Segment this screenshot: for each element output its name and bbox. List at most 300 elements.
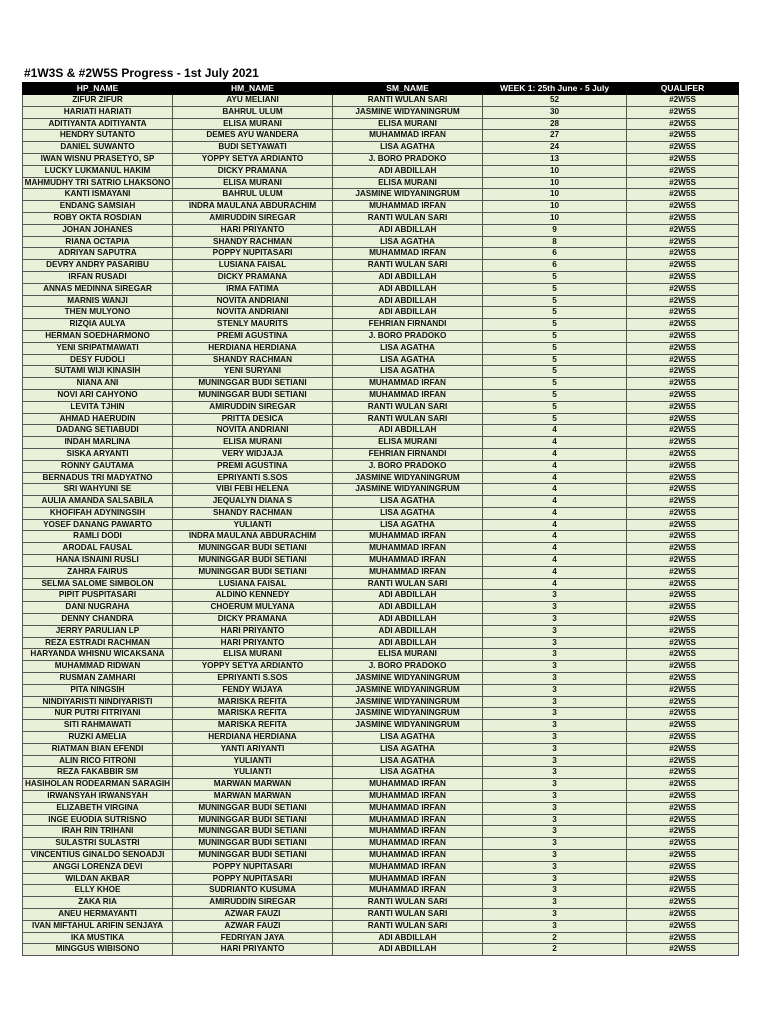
sm-name-cell[interactable]: MUHAMMAD IRFAN xyxy=(333,791,483,803)
hp-name-cell[interactable]: REZA ESTRADI RACHMAN xyxy=(23,637,173,649)
sm-name-cell[interactable]: ADI ABDILLAH xyxy=(333,295,483,307)
week-1-cell[interactable]: 6 xyxy=(483,248,627,260)
qualifer-cell[interactable]: #2W5S xyxy=(627,201,739,213)
hp-name-cell[interactable]: THEN MULYONO xyxy=(23,307,173,319)
hp-name-cell[interactable]: IVAN MIFTAHUL ARIFIN SENJAYA xyxy=(23,920,173,932)
sm-name-cell[interactable]: J. BORO PRADOKO xyxy=(333,460,483,472)
sm-name-cell[interactable]: MUHAMMAD IRFAN xyxy=(333,531,483,543)
week-1-cell[interactable]: 5 xyxy=(483,389,627,401)
qualifer-cell[interactable]: #2W5S xyxy=(627,637,739,649)
hp-name-cell[interactable]: ZAKA RIA xyxy=(23,897,173,909)
week-1-cell[interactable]: 5 xyxy=(483,283,627,295)
qualifer-cell[interactable]: #2W5S xyxy=(627,732,739,744)
sm-name-cell[interactable]: MUHAMMAD IRFAN xyxy=(333,779,483,791)
hm-name-cell[interactable]: IRMA FATIMA xyxy=(173,283,333,295)
hm-name-cell[interactable]: POPPY NUPITASARI xyxy=(173,248,333,260)
sm-name-cell[interactable]: MUHAMMAD IRFAN xyxy=(333,130,483,142)
hp-name-cell[interactable]: KANTI ISMAYANI xyxy=(23,189,173,201)
week-1-cell[interactable]: 4 xyxy=(483,531,627,543)
week-1-cell[interactable]: 3 xyxy=(483,826,627,838)
hm-name-cell[interactable]: AMIRUDDIN SIREGAR xyxy=(173,401,333,413)
hp-name-cell[interactable]: HERMAN SOEDHARMONO xyxy=(23,330,173,342)
week-1-cell[interactable]: 5 xyxy=(483,295,627,307)
sm-name-cell[interactable]: ELISA MURANI xyxy=(333,437,483,449)
qualifer-cell[interactable]: #2W5S xyxy=(627,673,739,685)
qualifer-cell[interactable]: #2W5S xyxy=(627,614,739,626)
week-1-cell[interactable]: 28 xyxy=(483,118,627,130)
week-1-cell[interactable]: 3 xyxy=(483,897,627,909)
hm-name-cell[interactable]: YULIANTI xyxy=(173,767,333,779)
sm-name-cell[interactable]: LISA AGATHA xyxy=(333,142,483,154)
hm-name-cell[interactable]: HARI PRIYANTO xyxy=(173,944,333,956)
hp-name-cell[interactable]: PIPIT PUSPITASARI xyxy=(23,590,173,602)
week-1-cell[interactable]: 5 xyxy=(483,354,627,366)
sm-name-cell[interactable]: ADI ABDILLAH xyxy=(333,944,483,956)
hm-name-cell[interactable]: VIBI FEBI HELENA xyxy=(173,484,333,496)
sm-name-cell[interactable]: ELISA MURANI xyxy=(333,118,483,130)
hm-name-cell[interactable]: YOPPY SETYA ARDIANTO xyxy=(173,153,333,165)
sm-name-cell[interactable]: LISA AGATHA xyxy=(333,236,483,248)
hp-name-cell[interactable]: DADANG SETIABUDI xyxy=(23,425,173,437)
hm-name-cell[interactable]: NOVITA ANDRIANI xyxy=(173,295,333,307)
hp-name-cell[interactable]: INGE EUODIA SUTRISNO xyxy=(23,814,173,826)
qualifer-cell[interactable]: #2W5S xyxy=(627,378,739,390)
sm-name-cell[interactable]: ELISA MURANI xyxy=(333,177,483,189)
hp-name-cell[interactable]: IRFAN RUSADI xyxy=(23,271,173,283)
hm-name-cell[interactable]: AYU MELIANI xyxy=(173,95,333,107)
hm-name-cell[interactable]: HARI PRIYANTO xyxy=(173,224,333,236)
hm-name-cell[interactable]: MARWAN MARWAN xyxy=(173,791,333,803)
hp-name-cell[interactable]: KHOFIFAH ADYNINGSIH xyxy=(23,507,173,519)
week-1-cell[interactable]: 3 xyxy=(483,814,627,826)
sm-name-cell[interactable]: LISA AGATHA xyxy=(333,354,483,366)
hm-name-cell[interactable]: HARI PRIYANTO xyxy=(173,625,333,637)
sm-name-cell[interactable]: MUHAMMAD IRFAN xyxy=(333,826,483,838)
week-1-cell[interactable]: 3 xyxy=(483,684,627,696)
hm-name-cell[interactable]: MUNINGGAR BUDI SETIANI xyxy=(173,378,333,390)
hp-name-cell[interactable]: HENDRY SUTANTO xyxy=(23,130,173,142)
hp-name-cell[interactable]: HARIATI HARIATI xyxy=(23,106,173,118)
week-1-cell[interactable]: 3 xyxy=(483,590,627,602)
week-1-cell[interactable]: 4 xyxy=(483,566,627,578)
qualifer-cell[interactable]: #2W5S xyxy=(627,448,739,460)
hm-name-cell[interactable]: ELISA MURANI xyxy=(173,118,333,130)
week-1-cell[interactable]: 3 xyxy=(483,885,627,897)
qualifer-cell[interactable]: #2W5S xyxy=(627,165,739,177)
hm-name-cell[interactable]: VERY WIDJAJA xyxy=(173,448,333,460)
hp-name-cell[interactable]: ANGGI LORENZA DEVI xyxy=(23,861,173,873)
qualifer-cell[interactable]: #2W5S xyxy=(627,496,739,508)
sm-name-cell[interactable]: ADI ABDILLAH xyxy=(333,637,483,649)
week-1-cell[interactable]: 4 xyxy=(483,519,627,531)
hm-name-cell[interactable]: POPPY NUPITASARI xyxy=(173,873,333,885)
hm-name-cell[interactable]: POPPY NUPITASARI xyxy=(173,861,333,873)
sm-name-cell[interactable]: FEHRIAN FIRNANDI xyxy=(333,448,483,460)
qualifer-cell[interactable]: #2W5S xyxy=(627,389,739,401)
week-1-cell[interactable]: 5 xyxy=(483,342,627,354)
hm-name-cell[interactable]: EPRIYANTI S.SOS xyxy=(173,472,333,484)
week-1-cell[interactable]: 5 xyxy=(483,330,627,342)
sm-name-cell[interactable]: RANTI WULAN SARI xyxy=(333,897,483,909)
qualifer-cell[interactable]: #2W5S xyxy=(627,696,739,708)
hm-name-cell[interactable]: FEDRIYAN JAYA xyxy=(173,932,333,944)
qualifer-cell[interactable]: #2W5S xyxy=(627,507,739,519)
week-1-cell[interactable]: 4 xyxy=(483,484,627,496)
hm-name-cell[interactable]: DICKY PRAMANA xyxy=(173,271,333,283)
hp-name-cell[interactable]: PITA NINGSIH xyxy=(23,684,173,696)
qualifer-cell[interactable]: #2W5S xyxy=(627,260,739,272)
hp-name-cell[interactable]: RONNY GAUTAMA xyxy=(23,460,173,472)
qualifer-cell[interactable]: #2W5S xyxy=(627,401,739,413)
sm-name-cell[interactable]: LISA AGATHA xyxy=(333,755,483,767)
qualifer-cell[interactable]: #2W5S xyxy=(627,543,739,555)
qualifer-cell[interactable]: #2W5S xyxy=(627,720,739,732)
hp-name-cell[interactable]: ALIN RICO FITRONI xyxy=(23,755,173,767)
hm-name-cell[interactable]: STENLY MAURITS xyxy=(173,319,333,331)
sm-name-cell[interactable]: ADI ABDILLAH xyxy=(333,625,483,637)
qualifer-cell[interactable]: #2W5S xyxy=(627,873,739,885)
hp-name-cell[interactable]: ANNAS MEDINNA SIREGAR xyxy=(23,283,173,295)
hm-name-cell[interactable]: SHANDY RACHMAN xyxy=(173,507,333,519)
hm-name-cell[interactable]: YENI SURYANI xyxy=(173,366,333,378)
week-1-cell[interactable]: 4 xyxy=(483,507,627,519)
qualifer-cell[interactable]: #2W5S xyxy=(627,684,739,696)
qualifer-cell[interactable]: #2W5S xyxy=(627,802,739,814)
week-1-cell[interactable]: 3 xyxy=(483,708,627,720)
week-1-cell[interactable]: 4 xyxy=(483,555,627,567)
hp-name-cell[interactable]: MAHMUDHY TRI SATRIO LHAKSONO xyxy=(23,177,173,189)
qualifer-cell[interactable]: #2W5S xyxy=(627,118,739,130)
week-1-cell[interactable]: 4 xyxy=(483,472,627,484)
hm-name-cell[interactable]: DEMES AYU WANDERA xyxy=(173,130,333,142)
sm-name-cell[interactable]: RANTI WULAN SARI xyxy=(333,908,483,920)
week-1-cell[interactable]: 3 xyxy=(483,602,627,614)
sm-name-cell[interactable]: LISA AGATHA xyxy=(333,732,483,744)
hp-name-cell[interactable]: BERNADUS TRI MADYATNO xyxy=(23,472,173,484)
sm-name-cell[interactable]: JASMINE WIDYANINGRUM xyxy=(333,484,483,496)
qualifer-cell[interactable]: #2W5S xyxy=(627,531,739,543)
hm-name-cell[interactable]: DICKY PRAMANA xyxy=(173,165,333,177)
hp-name-cell[interactable]: LEVITA TJHIN xyxy=(23,401,173,413)
qualifer-cell[interactable]: #2W5S xyxy=(627,625,739,637)
hp-name-cell[interactable]: LUCKY LUKMANUL HAKIM xyxy=(23,165,173,177)
sm-name-cell[interactable]: JASMINE WIDYANINGRUM xyxy=(333,673,483,685)
qualifer-cell[interactable]: #2W5S xyxy=(627,897,739,909)
hm-name-cell[interactable]: YULIANTI xyxy=(173,755,333,767)
qualifer-cell[interactable]: #2W5S xyxy=(627,519,739,531)
sm-name-cell[interactable]: MUHAMMAD IRFAN xyxy=(333,838,483,850)
hp-name-cell[interactable]: NIANA ANI xyxy=(23,378,173,390)
sm-name-cell[interactable]: ADI ABDILLAH xyxy=(333,425,483,437)
hp-name-cell[interactable]: NUR PUTRI FITRIYANI xyxy=(23,708,173,720)
week-1-cell[interactable]: 5 xyxy=(483,271,627,283)
hm-name-cell[interactable]: MARISKA REFITA xyxy=(173,720,333,732)
hm-name-cell[interactable]: BUDI SETYAWATI xyxy=(173,142,333,154)
qualifer-cell[interactable]: #2W5S xyxy=(627,590,739,602)
qualifer-cell[interactable]: #2W5S xyxy=(627,236,739,248)
qualifer-cell[interactable]: #2W5S xyxy=(627,189,739,201)
sm-name-cell[interactable]: MUHAMMAD IRFAN xyxy=(333,248,483,260)
week-1-cell[interactable]: 5 xyxy=(483,378,627,390)
week-1-cell[interactable]: 4 xyxy=(483,437,627,449)
hp-name-cell[interactable]: MARNIS WANJI xyxy=(23,295,173,307)
hp-name-cell[interactable]: NINDIYARISTI NINDIYARISTI xyxy=(23,696,173,708)
qualifer-cell[interactable]: #2W5S xyxy=(627,767,739,779)
sm-name-cell[interactable]: MUHAMMAD IRFAN xyxy=(333,566,483,578)
week-1-cell[interactable]: 4 xyxy=(483,496,627,508)
sm-name-cell[interactable]: RANTI WULAN SARI xyxy=(333,212,483,224)
sm-name-cell[interactable]: MUHAMMAD IRFAN xyxy=(333,802,483,814)
sm-name-cell[interactable]: MUHAMMAD IRFAN xyxy=(333,201,483,213)
qualifer-cell[interactable]: #2W5S xyxy=(627,248,739,260)
qualifer-cell[interactable]: #2W5S xyxy=(627,826,739,838)
hm-name-cell[interactable]: PRITTA DESICA xyxy=(173,413,333,425)
sm-name-cell[interactable]: RANTI WULAN SARI xyxy=(333,401,483,413)
week-1-cell[interactable]: 5 xyxy=(483,319,627,331)
sm-name-cell[interactable]: LISA AGATHA xyxy=(333,743,483,755)
hp-name-cell[interactable]: IRAH RIN TRIHANI xyxy=(23,826,173,838)
hp-name-cell[interactable]: ELLY KHOE xyxy=(23,885,173,897)
qualifer-cell[interactable]: #2W5S xyxy=(627,271,739,283)
hm-name-cell[interactable]: HERDIANA HERDIANA xyxy=(173,342,333,354)
hm-name-cell[interactable]: MUNINGGAR BUDI SETIANI xyxy=(173,802,333,814)
qualifer-cell[interactable]: #2W5S xyxy=(627,566,739,578)
hp-name-cell[interactable]: YENI SRIPATMAWATI xyxy=(23,342,173,354)
qualifer-cell[interactable]: #2W5S xyxy=(627,283,739,295)
hp-name-cell[interactable]: YOSEF DANANG PAWARTO xyxy=(23,519,173,531)
hp-name-cell[interactable]: VINCENTIUS GINALDO SENOADJI xyxy=(23,850,173,862)
hp-name-cell[interactable]: ENDANG SAMSIAH xyxy=(23,201,173,213)
qualifer-cell[interactable]: #2W5S xyxy=(627,920,739,932)
sm-name-cell[interactable]: ADI ABDILLAH xyxy=(333,165,483,177)
hm-name-cell[interactable]: BAHRUL ULUM xyxy=(173,189,333,201)
hp-name-cell[interactable]: AHMAD HAERUDIN xyxy=(23,413,173,425)
sm-name-cell[interactable]: ADI ABDILLAH xyxy=(333,602,483,614)
hm-name-cell[interactable]: ELISA MURANI xyxy=(173,437,333,449)
qualifer-cell[interactable]: #2W5S xyxy=(627,460,739,472)
sm-name-cell[interactable]: RANTI WULAN SARI xyxy=(333,920,483,932)
hm-name-cell[interactable]: MARWAN MARWAN xyxy=(173,779,333,791)
week-1-cell[interactable]: 3 xyxy=(483,720,627,732)
qualifer-cell[interactable]: #2W5S xyxy=(627,743,739,755)
sm-name-cell[interactable]: RANTI WULAN SARI xyxy=(333,413,483,425)
hp-name-cell[interactable]: RUSMAN ZAMHARI xyxy=(23,673,173,685)
qualifer-cell[interactable]: #2W5S xyxy=(627,578,739,590)
week-1-cell[interactable]: 6 xyxy=(483,260,627,272)
sm-name-cell[interactable]: FEHRIAN FIRNANDI xyxy=(333,319,483,331)
column-header-hp-name[interactable]: HP_NAME xyxy=(23,83,173,95)
hm-name-cell[interactable]: YULIANTI xyxy=(173,519,333,531)
qualifer-cell[interactable]: #2W5S xyxy=(627,319,739,331)
hm-name-cell[interactable]: INDRA MAULANA ABDURACHIM xyxy=(173,201,333,213)
qualifer-cell[interactable]: #2W5S xyxy=(627,791,739,803)
week-1-cell[interactable]: 4 xyxy=(483,543,627,555)
sm-name-cell[interactable]: RANTI WULAN SARI xyxy=(333,95,483,107)
qualifer-cell[interactable]: #2W5S xyxy=(627,177,739,189)
hm-name-cell[interactable]: JEQUALYN DIANA S xyxy=(173,496,333,508)
week-1-cell[interactable]: 3 xyxy=(483,673,627,685)
week-1-cell[interactable]: 3 xyxy=(483,838,627,850)
hp-name-cell[interactable]: SELMA SALOME SIMBOLON xyxy=(23,578,173,590)
hm-name-cell[interactable]: YOPPY SETYA ARDIANTO xyxy=(173,661,333,673)
qualifer-cell[interactable]: #2W5S xyxy=(627,838,739,850)
hp-name-cell[interactable]: IKA MUSTIKA xyxy=(23,932,173,944)
hm-name-cell[interactable]: MUNINGGAR BUDI SETIANI xyxy=(173,838,333,850)
week-1-cell[interactable]: 10 xyxy=(483,212,627,224)
qualifer-cell[interactable]: #2W5S xyxy=(627,295,739,307)
sm-name-cell[interactable]: MUHAMMAD IRFAN xyxy=(333,389,483,401)
week-1-cell[interactable]: 13 xyxy=(483,153,627,165)
hp-name-cell[interactable]: ADITIYANTA ADITIYANTA xyxy=(23,118,173,130)
hm-name-cell[interactable]: MUNINGGAR BUDI SETIANI xyxy=(173,389,333,401)
hm-name-cell[interactable]: AMIRUDDIN SIREGAR xyxy=(173,897,333,909)
week-1-cell[interactable]: 3 xyxy=(483,637,627,649)
hp-name-cell[interactable]: DANIEL SUWANTO xyxy=(23,142,173,154)
sm-name-cell[interactable]: MUHAMMAD IRFAN xyxy=(333,861,483,873)
hp-name-cell[interactable]: INDAH MARLINA xyxy=(23,437,173,449)
sm-name-cell[interactable]: ADI ABDILLAH xyxy=(333,271,483,283)
sm-name-cell[interactable]: J. BORO PRADOKO xyxy=(333,153,483,165)
week-1-cell[interactable]: 52 xyxy=(483,95,627,107)
hp-name-cell[interactable]: ELIZABETH VIRGINA xyxy=(23,802,173,814)
week-1-cell[interactable]: 3 xyxy=(483,649,627,661)
hm-name-cell[interactable]: AMIRUDDIN SIREGAR xyxy=(173,212,333,224)
hp-name-cell[interactable]: SRI WAHYUNI SE xyxy=(23,484,173,496)
sm-name-cell[interactable]: MUHAMMAD IRFAN xyxy=(333,873,483,885)
hp-name-cell[interactable]: HANA ISNAINI RUSLI xyxy=(23,555,173,567)
sm-name-cell[interactable]: RANTI WULAN SARI xyxy=(333,260,483,272)
hm-name-cell[interactable]: MUNINGGAR BUDI SETIANI xyxy=(173,543,333,555)
week-1-cell[interactable]: 3 xyxy=(483,791,627,803)
sm-name-cell[interactable]: LISA AGATHA xyxy=(333,767,483,779)
hm-name-cell[interactable]: LUSIANA FAISAL xyxy=(173,578,333,590)
hp-name-cell[interactable]: SISKA ARYANTI xyxy=(23,448,173,460)
hm-name-cell[interactable]: MUNINGGAR BUDI SETIANI xyxy=(173,826,333,838)
week-1-cell[interactable]: 3 xyxy=(483,767,627,779)
week-1-cell[interactable]: 10 xyxy=(483,177,627,189)
qualifer-cell[interactable]: #2W5S xyxy=(627,354,739,366)
qualifer-cell[interactable]: #2W5S xyxy=(627,708,739,720)
hp-name-cell[interactable]: ARODAL FAUSAL xyxy=(23,543,173,555)
hm-name-cell[interactable]: BAHRUL ULUM xyxy=(173,106,333,118)
hp-name-cell[interactable]: DEVRY ANDRY PASARIBU xyxy=(23,260,173,272)
hp-name-cell[interactable]: MUHAMMAD RIDWAN xyxy=(23,661,173,673)
sm-name-cell[interactable]: JASMINE WIDYANINGRUM xyxy=(333,720,483,732)
week-1-cell[interactable]: 2 xyxy=(483,944,627,956)
week-1-cell[interactable]: 27 xyxy=(483,130,627,142)
qualifer-cell[interactable]: #2W5S xyxy=(627,106,739,118)
hp-name-cell[interactable]: RIANA OCTAPIA xyxy=(23,236,173,248)
qualifer-cell[interactable]: #2W5S xyxy=(627,342,739,354)
sm-name-cell[interactable]: JASMINE WIDYANINGRUM xyxy=(333,472,483,484)
qualifer-cell[interactable]: #2W5S xyxy=(627,425,739,437)
sm-name-cell[interactable]: LISA AGATHA xyxy=(333,366,483,378)
sm-name-cell[interactable]: LISA AGATHA xyxy=(333,507,483,519)
sm-name-cell[interactable]: JASMINE WIDYANINGRUM xyxy=(333,696,483,708)
qualifer-cell[interactable]: #2W5S xyxy=(627,366,739,378)
week-1-cell[interactable]: 10 xyxy=(483,189,627,201)
hp-name-cell[interactable]: SULASTRI SULASTRI xyxy=(23,838,173,850)
qualifer-cell[interactable]: #2W5S xyxy=(627,850,739,862)
qualifer-cell[interactable]: #2W5S xyxy=(627,330,739,342)
sm-name-cell[interactable]: JASMINE WIDYANINGRUM xyxy=(333,684,483,696)
sm-name-cell[interactable]: ADI ABDILLAH xyxy=(333,590,483,602)
hp-name-cell[interactable]: SUTAMI WIJI KINASIH xyxy=(23,366,173,378)
qualifer-cell[interactable]: #2W5S xyxy=(627,472,739,484)
hp-name-cell[interactable]: RAMLI DODI xyxy=(23,531,173,543)
qualifer-cell[interactable]: #2W5S xyxy=(627,224,739,236)
hm-name-cell[interactable]: SHANDY RACHMAN xyxy=(173,236,333,248)
hp-name-cell[interactable]: RIATMAN BIAN EFENDI xyxy=(23,743,173,755)
sm-name-cell[interactable]: RANTI WULAN SARI xyxy=(333,578,483,590)
week-1-cell[interactable]: 3 xyxy=(483,614,627,626)
hp-name-cell[interactable]: ZAHRA FAIRUS xyxy=(23,566,173,578)
week-1-cell[interactable]: 5 xyxy=(483,366,627,378)
week-1-cell[interactable]: 9 xyxy=(483,224,627,236)
qualifer-cell[interactable]: #2W5S xyxy=(627,661,739,673)
qualifer-cell[interactable]: #2W5S xyxy=(627,142,739,154)
sm-name-cell[interactable]: LISA AGATHA xyxy=(333,519,483,531)
qualifer-cell[interactable]: #2W5S xyxy=(627,649,739,661)
sm-name-cell[interactable]: ELISA MURANI xyxy=(333,649,483,661)
column-header-qualifer[interactable]: QUALIFER xyxy=(627,83,739,95)
hp-name-cell[interactable]: IWAN WISNU PRASETYO, SP xyxy=(23,153,173,165)
hp-name-cell[interactable]: ANEU HERMAYANTI xyxy=(23,908,173,920)
qualifer-cell[interactable]: #2W5S xyxy=(627,602,739,614)
hm-name-cell[interactable]: MARISKA REFITA xyxy=(173,708,333,720)
week-1-cell[interactable]: 3 xyxy=(483,743,627,755)
column-header-hm-name[interactable]: HM_NAME xyxy=(173,83,333,95)
week-1-cell[interactable]: 2 xyxy=(483,932,627,944)
hp-name-cell[interactable]: DANI NUGRAHA xyxy=(23,602,173,614)
hp-name-cell[interactable]: ZIFUR ZIFUR xyxy=(23,95,173,107)
week-1-cell[interactable]: 4 xyxy=(483,425,627,437)
week-1-cell[interactable]: 4 xyxy=(483,448,627,460)
week-1-cell[interactable]: 4 xyxy=(483,460,627,472)
week-1-cell[interactable]: 3 xyxy=(483,732,627,744)
week-1-cell[interactable]: 8 xyxy=(483,236,627,248)
sm-name-cell[interactable]: MUHAMMAD IRFAN xyxy=(333,555,483,567)
hm-name-cell[interactable]: MARISKA REFITA xyxy=(173,696,333,708)
week-1-cell[interactable]: 10 xyxy=(483,165,627,177)
week-1-cell[interactable]: 5 xyxy=(483,307,627,319)
sm-name-cell[interactable]: LISA AGATHA xyxy=(333,342,483,354)
sm-name-cell[interactable]: ADI ABDILLAH xyxy=(333,307,483,319)
qualifer-cell[interactable]: #2W5S xyxy=(627,413,739,425)
qualifer-cell[interactable]: #2W5S xyxy=(627,130,739,142)
hp-name-cell[interactable]: REZA FAKABBIR SM xyxy=(23,767,173,779)
hp-name-cell[interactable]: DESY FUDOLI xyxy=(23,354,173,366)
qualifer-cell[interactable]: #2W5S xyxy=(627,885,739,897)
sm-name-cell[interactable]: ADI ABDILLAH xyxy=(333,614,483,626)
week-1-cell[interactable]: 5 xyxy=(483,401,627,413)
qualifer-cell[interactable]: #2W5S xyxy=(627,307,739,319)
hp-name-cell[interactable]: RIZQIA AULYA xyxy=(23,319,173,331)
qualifer-cell[interactable]: #2W5S xyxy=(627,779,739,791)
hp-name-cell[interactable]: MINGGUS WIBISONO xyxy=(23,944,173,956)
sm-name-cell[interactable]: MUHAMMAD IRFAN xyxy=(333,543,483,555)
hm-name-cell[interactable]: YANTI ARIYANTI xyxy=(173,743,333,755)
hm-name-cell[interactable]: INDRA MAULANA ABDURACHIM xyxy=(173,531,333,543)
sm-name-cell[interactable]: MUHAMMAD IRFAN xyxy=(333,378,483,390)
qualifer-cell[interactable]: #2W5S xyxy=(627,932,739,944)
hm-name-cell[interactable]: SUDRIANTO KUSUMA xyxy=(173,885,333,897)
week-1-cell[interactable]: 3 xyxy=(483,873,627,885)
week-1-cell[interactable]: 3 xyxy=(483,850,627,862)
hp-name-cell[interactable]: JOHAN JOHANES xyxy=(23,224,173,236)
hm-name-cell[interactable]: PREMI AGUSTINA xyxy=(173,460,333,472)
hp-name-cell[interactable]: DENNY CHANDRA xyxy=(23,614,173,626)
